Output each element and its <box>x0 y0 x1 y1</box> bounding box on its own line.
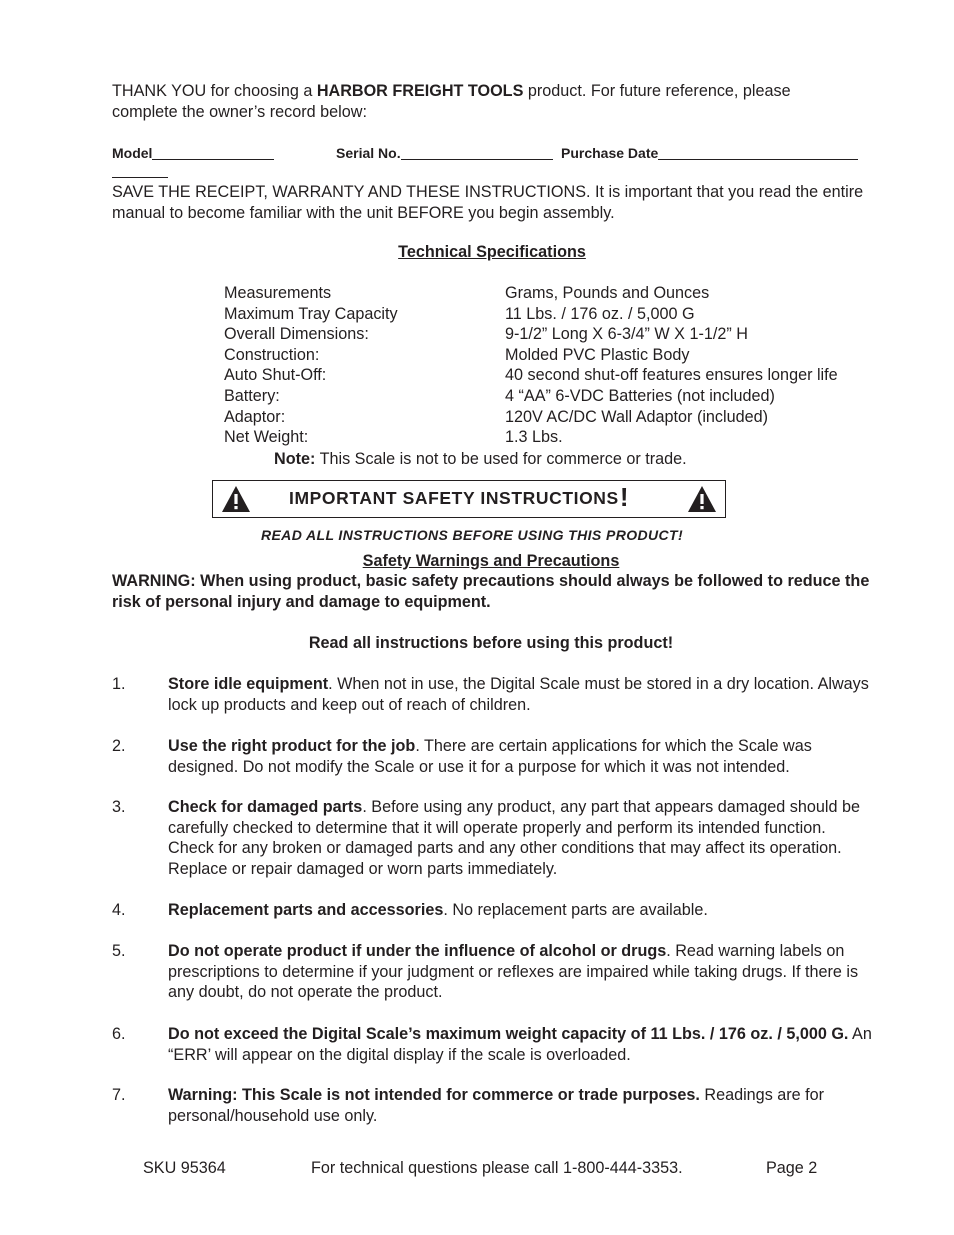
brand-name: HARBOR FREIGHT TOOLS <box>316 82 524 100</box>
item-body: . There are certain applications for which the Scale was designed. Do not modify the Scale or use it for a purpose for which it was not intended. <box>168 737 812 776</box>
item-number: 2. <box>112 737 126 755</box>
serial-field <box>336 143 553 164</box>
spec-label: Maximum Tray Capacity <box>224 304 398 323</box>
item-body: . Read warning labels on prescriptions to determine if your judgment or reflexes are impaired while taking drugs. If there is any doubt, do not operate the product. <box>168 942 859 1002</box>
item-body: . No replacement parts are available. <box>443 901 708 919</box>
item-text <box>168 674 872 715</box>
intro-paragraph <box>112 81 852 122</box>
item-body: Readings are for personal/household use only. <box>168 1086 825 1125</box>
owners-record <box>112 143 872 163</box>
spec-label: Adaptor: <box>224 407 286 426</box>
spec-value: 4 “AA” 6-VDC Batteries (not included) <box>505 386 775 405</box>
spec-label: Auto Shut-Off: <box>224 366 327 385</box>
safety-banner-exclaim: ! <box>619 482 630 512</box>
intro-prefix: THANK YOU for choosing a <box>112 82 317 100</box>
safety-instructions-banner <box>212 480 726 518</box>
spec-value: 120V AC/DC Wall Adaptor (included) <box>505 407 769 426</box>
item-number: 3. <box>112 798 126 816</box>
model-line <box>152 145 274 160</box>
purchase-date-field <box>561 143 858 164</box>
footer-phone: For technical questions please call 1-800-444-3353. <box>311 1159 683 1177</box>
record-continuation-line <box>112 177 168 178</box>
spec-value: 1.3 Lbs. <box>505 428 563 447</box>
item-title: Do not exceed the Digital Scale’s maximum weight capacity of 11 Lbs. / 176 oz. / 5,000 G. <box>168 1025 849 1043</box>
spec-note <box>274 449 687 470</box>
serial-label: Serial No. <box>336 145 401 161</box>
safety-banner-title <box>289 482 630 512</box>
item-text <box>168 941 872 1003</box>
item-text <box>168 1024 872 1065</box>
warning-paragraph: WARNING: When using product, basic safety precautions should always be followed to reduce the risk of personal injury and damage to equipment. <box>112 572 870 611</box>
purchase-date-line <box>658 145 858 160</box>
item-text <box>168 1085 872 1126</box>
item-body: An “ERR’ will appear on the digital display if the scale is overloaded. <box>168 1025 872 1064</box>
item-text <box>168 900 872 921</box>
spec-label: Construction: <box>224 345 320 364</box>
tech-specs-heading: Technical Specifications <box>398 243 586 261</box>
spec-value: 40 second shut-off features ensures longer life <box>505 366 838 385</box>
warning-triangle-icon <box>221 485 251 513</box>
intro-suffix: product. For future reference, please complete the owner’s record below: <box>112 82 791 121</box>
item-text <box>168 736 872 777</box>
spec-value: 9-1/2” Long X 6-3/4” W X 1-1/2” H <box>505 325 748 344</box>
item-title: Store idle equipment <box>168 675 329 693</box>
spec-label: Net Weight: <box>224 428 309 447</box>
item-number: 5. <box>112 942 126 960</box>
item-body: . When not in use, the Digital Scale must be stored in a dry location. Always lock up products and keep out of reach of children. <box>168 675 869 714</box>
spec-label: Battery: <box>224 386 280 405</box>
note-label: Note: <box>274 450 316 468</box>
item-number: 4. <box>112 901 126 919</box>
item-number: 6. <box>112 1025 126 1043</box>
model-field <box>112 143 274 164</box>
warning-triangle-icon <box>687 485 717 513</box>
safety-warnings-heading: Safety Warnings and Precautions <box>362 552 620 570</box>
footer-page-number: Page 2 <box>766 1159 818 1177</box>
purchase-date-label: Purchase Date <box>561 145 659 161</box>
item-title: Check for damaged parts <box>168 798 363 816</box>
item-title: Use the right product for the job <box>168 737 416 755</box>
spec-value: Grams, Pounds and Ounces <box>505 284 710 302</box>
serial-line <box>401 145 553 160</box>
note-text: This Scale is not to be used for commerce or trade. <box>315 450 687 468</box>
item-number: 7. <box>112 1086 126 1104</box>
item-number: 1. <box>112 675 126 693</box>
item-body: . Before using any product, any part that appears damaged should be carefully checked to determine that it will operate properly and perform its intended function. Check for any broken or damaged parts and any other conditions that may affect its operation. Replace or repair damaged or worn parts immediately. <box>168 798 860 878</box>
item-title: Warning: This Scale is not intended for commerce or trade purposes. <box>168 1086 700 1104</box>
spec-label: Overall Dimensions: <box>224 325 369 344</box>
spec-label: Measurements <box>224 284 332 302</box>
safety-banner-title-text: IMPORTANT SAFETY INSTRUCTIONS <box>289 488 619 508</box>
item-title: Replacement parts and accessories <box>168 901 444 919</box>
item-title: Do not operate product if under the influence of alcohol or drugs <box>168 942 667 960</box>
spec-value: 11 Lbs. / 176 oz. / 5,000 G <box>505 304 695 323</box>
item-text <box>168 797 872 879</box>
spec-value: Molded PVC Plastic Body <box>505 345 690 364</box>
model-label: Model <box>112 145 153 161</box>
read-all-bold-notice: Read all instructions before using this product! <box>308 634 674 652</box>
footer-sku: SKU 95364 <box>143 1159 226 1177</box>
save-receipt-paragraph: SAVE THE RECEIPT, WARRANTY AND THESE INSTRUCTIONS. It is important that you read the entire manual to become familiar with the unit BEFORE you begin assembly. <box>112 183 864 222</box>
read-all-italic-notice: READ ALL INSTRUCTIONS BEFORE USING THIS PRODUCT! <box>260 527 684 543</box>
